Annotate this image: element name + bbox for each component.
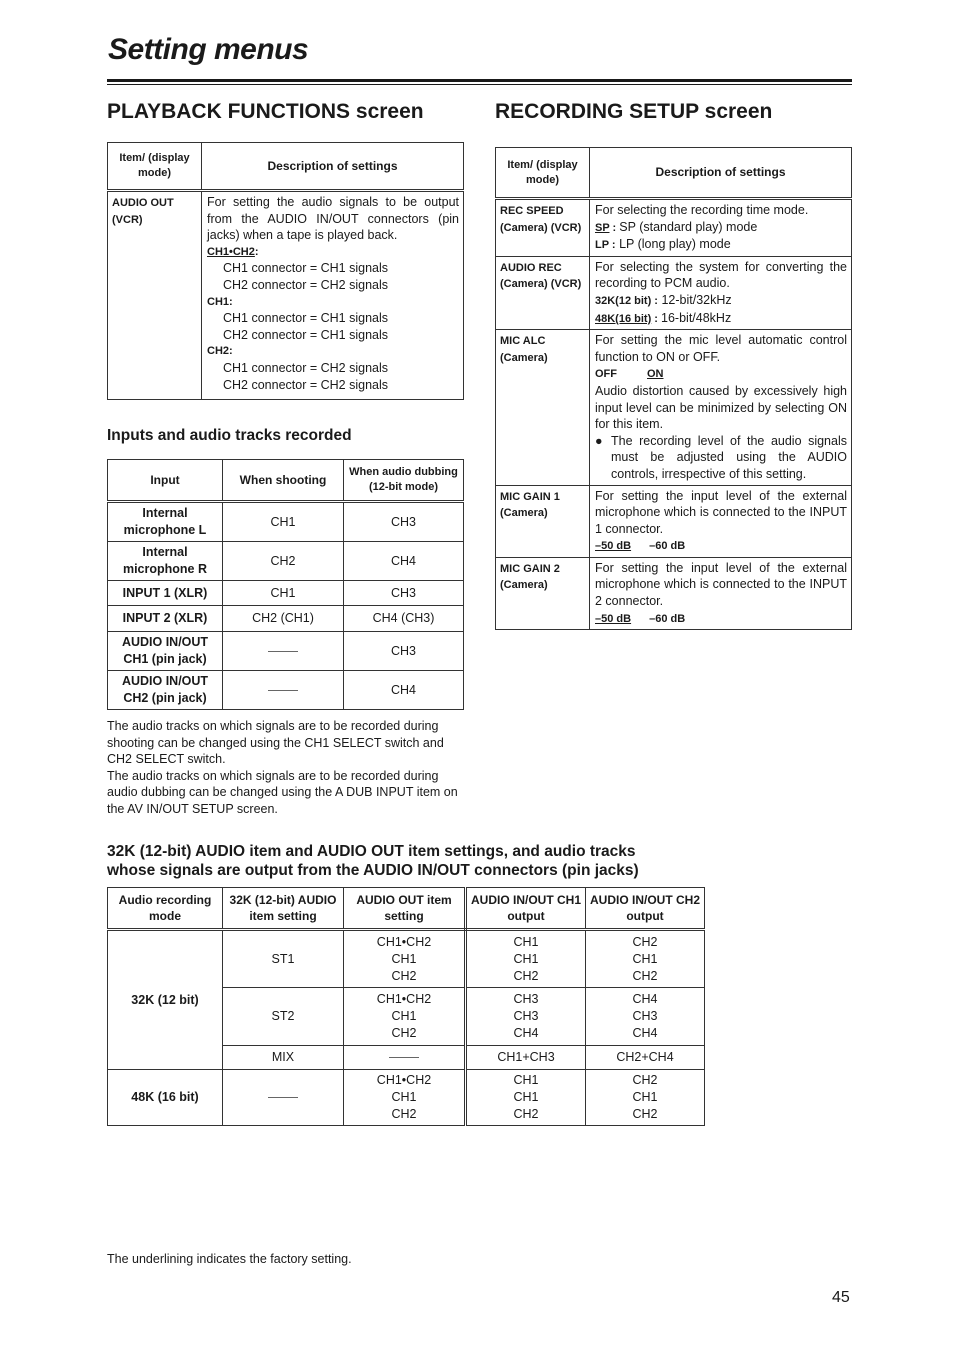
input-cell: Internal microphone L	[108, 502, 223, 542]
shoot-cell: CH2	[223, 542, 344, 581]
desc-rec-speed	[590, 199, 852, 257]
opt-line: CH2 connector = CH2 signals	[223, 277, 389, 292]
footer-note: The underlining indicates the factory setting.	[107, 1252, 352, 1266]
out-cell-dash	[344, 1046, 466, 1070]
bullet-icon: ●	[595, 433, 603, 448]
input-cell: INPUT 2 (XLR)	[108, 606, 223, 632]
ch2-cell: CH4 CH3 CH4	[586, 988, 705, 1046]
desc-intro: For selecting the system for converting the recording to PCM audio.	[595, 259, 847, 291]
dub-cell: CH4	[344, 671, 464, 710]
opt-off-on: OFF ON	[595, 368, 664, 381]
opt-48k: 48K(16 bit) : 16-bit/48kHz	[595, 310, 732, 325]
col-out-header: AUDIO OUT item setting	[344, 888, 466, 930]
desc-intro: For setting the input level of the external microphone which is connected to the INPUT 1 connector.	[595, 488, 847, 536]
ch2-cell: CH2+CH4	[586, 1046, 705, 1070]
ch1-cell: CH1 CH1 CH2	[466, 930, 586, 988]
col-item-header: Item/ (display mode)	[108, 143, 202, 191]
shoot-cell-dash	[223, 632, 344, 671]
inputs-table	[107, 459, 464, 710]
opt-line: CH2 connector = CH1 signals	[223, 327, 389, 342]
opt-line: CH1 connector = CH1 signals	[223, 261, 389, 276]
ch1-cell: CH1+CH3	[466, 1046, 586, 1070]
audio-out-table	[107, 887, 705, 1126]
dub-cell: CH4	[344, 542, 464, 581]
desc-audio-out	[202, 191, 464, 400]
shoot-cell: CH1	[223, 581, 344, 606]
col-mode-header: Audio recording mode	[108, 888, 223, 930]
out-cell: CH1•CH2 CH1 CH2	[344, 1070, 466, 1126]
playback-heading: PLAYBACK FUNCTIONS screen	[107, 100, 424, 123]
opt-line: CH1 connector = CH2 signals	[223, 360, 389, 375]
dub-cell: CH4 (CH3)	[344, 606, 464, 632]
inputs-note-1: The audio tracks on which signals are to be recorded during shooting can be changed using the CH1 SELECT switch and CH2 SELECT switch.	[107, 719, 444, 767]
col-desc-header: Description of settings	[202, 143, 464, 191]
desc-body: Audio distortion caused by excessively high input level can be minimized by selecting ON for this item.	[595, 383, 847, 432]
opt-lp: LP : LP (long play) mode	[595, 237, 731, 252]
item-audio-out: AUDIO OUT (VCR)	[108, 191, 202, 400]
mode-32k: 32K (12 bit)	[108, 930, 223, 1070]
input-cell: Internal microphone R	[108, 542, 223, 581]
dub-cell: CH3	[344, 581, 464, 606]
item-audio-rec: AUDIO REC (Camera) (VCR)	[496, 256, 590, 329]
opt-ch1ch2: CH1•CH2:	[207, 245, 259, 258]
opt-sp: SP : SP (standard play) mode	[595, 219, 758, 234]
col-ch2-header: AUDIO IN/OUT CH2 output	[586, 888, 705, 930]
setting-mix: MIX	[223, 1046, 344, 1070]
setting-st1: ST1	[223, 930, 344, 988]
ch1-cell: CH1 CH1 CH2	[466, 1070, 586, 1126]
out-cell: CH1•CH2 CH1 CH2	[344, 930, 466, 988]
opt-32k: 32K(12 bit) : 12-bit/32kHz	[595, 292, 732, 307]
col-32k-header: 32K (12-bit) AUDIO item setting	[223, 888, 344, 930]
ch1-cell: CH3 CH3 CH4	[466, 988, 586, 1046]
title-rule-thin	[107, 84, 852, 85]
opt-ch1: CH1:	[207, 295, 233, 308]
col-shoot-header: When shooting	[223, 460, 344, 502]
mode-48k: 48K (16 bit)	[108, 1070, 223, 1126]
col-ch1-header: AUDIO IN/OUT CH1 output	[466, 888, 586, 930]
desc-mic-gain-2	[590, 557, 852, 629]
dub-cell: CH3	[344, 632, 464, 671]
inputs-note-2: The audio tracks on which signals are to be recorded during audio dubbing can be changed using the A DUB INPUT item on the AV IN/OUT SETUP screen.	[107, 768, 458, 816]
opt-line: CH2 connector = CH2 signals	[223, 377, 389, 392]
item-mic-gain-1: MIC GAIN 1 (Camera)	[496, 485, 590, 557]
col-dub-header: When audio dubbing (12-bit mode)	[344, 460, 464, 502]
desc-intro: For setting the audio signals to be output from the AUDIO IN/OUT connectors (pin jacks) when a tape is played back.	[207, 195, 459, 243]
desc-mic-alc	[590, 330, 852, 485]
opt-line: CH1 connector = CH1 signals	[223, 311, 389, 326]
ch2-cell: CH2 CH1 CH2	[586, 1070, 705, 1126]
page-title: Setting menus	[108, 33, 309, 66]
out-cell: CH1•CH2 CH1 CH2	[344, 988, 466, 1046]
desc-audio-rec	[590, 256, 852, 329]
inputs-notes	[107, 718, 464, 818]
input-cell: AUDIO IN/OUT CH2 (pin jack)	[108, 671, 223, 710]
ch2-cell: CH2 CH1 CH2	[586, 930, 705, 988]
col-desc-header: Description of settings	[590, 148, 852, 199]
bullet-note: ● The recording level of the audio signals must be adjusted using the AUDIO controls, irrespective of this setting.	[595, 433, 847, 481]
audio-out-heading: 32K (12-bit) AUDIO item and AUDIO OUT item settings, and audio tracks whose signals are output from the AUDIO IN/OUT connectors (pin jacks)	[107, 843, 639, 879]
setting-st2: ST2	[223, 988, 344, 1046]
setting-dash	[223, 1070, 344, 1126]
desc-intro: For setting the mic level automatic control function to ON or OFF.	[595, 333, 847, 364]
opt-gain: –50 dB –60 dB	[595, 612, 686, 625]
shoot-cell: CH1	[223, 502, 344, 542]
col-input-header: Input	[108, 460, 223, 502]
page-number: 45	[832, 1289, 850, 1306]
title-rule	[107, 79, 852, 82]
col-item-header: Item/ (display mode)	[496, 148, 590, 199]
dub-cell: CH3	[344, 502, 464, 542]
opt-ch2: CH2:	[207, 345, 233, 358]
item-rec-speed: REC SPEED (Camera) (VCR)	[496, 199, 590, 257]
desc-mic-gain-1	[590, 485, 852, 557]
item-mic-alc: MIC ALC (Camera)	[496, 330, 590, 485]
opt-gain: –50 dB –60 dB	[595, 540, 686, 553]
input-cell: AUDIO IN/OUT CH1 (pin jack)	[108, 632, 223, 671]
desc-intro: For setting the input level of the external microphone which is connected to the INPUT 2 connector.	[595, 560, 847, 609]
inputs-heading: Inputs and audio tracks recorded	[107, 427, 352, 444]
input-cell: INPUT 1 (XLR)	[108, 581, 223, 606]
desc-intro: For selecting the recording time mode.	[595, 203, 809, 217]
shoot-cell: CH2 (CH1)	[223, 606, 344, 632]
item-mic-gain-2: MIC GAIN 2 (Camera)	[496, 557, 590, 629]
shoot-cell-dash	[223, 671, 344, 710]
recording-heading: RECORDING SETUP screen	[495, 100, 773, 123]
playback-table	[107, 142, 464, 400]
recording-table	[495, 147, 852, 630]
